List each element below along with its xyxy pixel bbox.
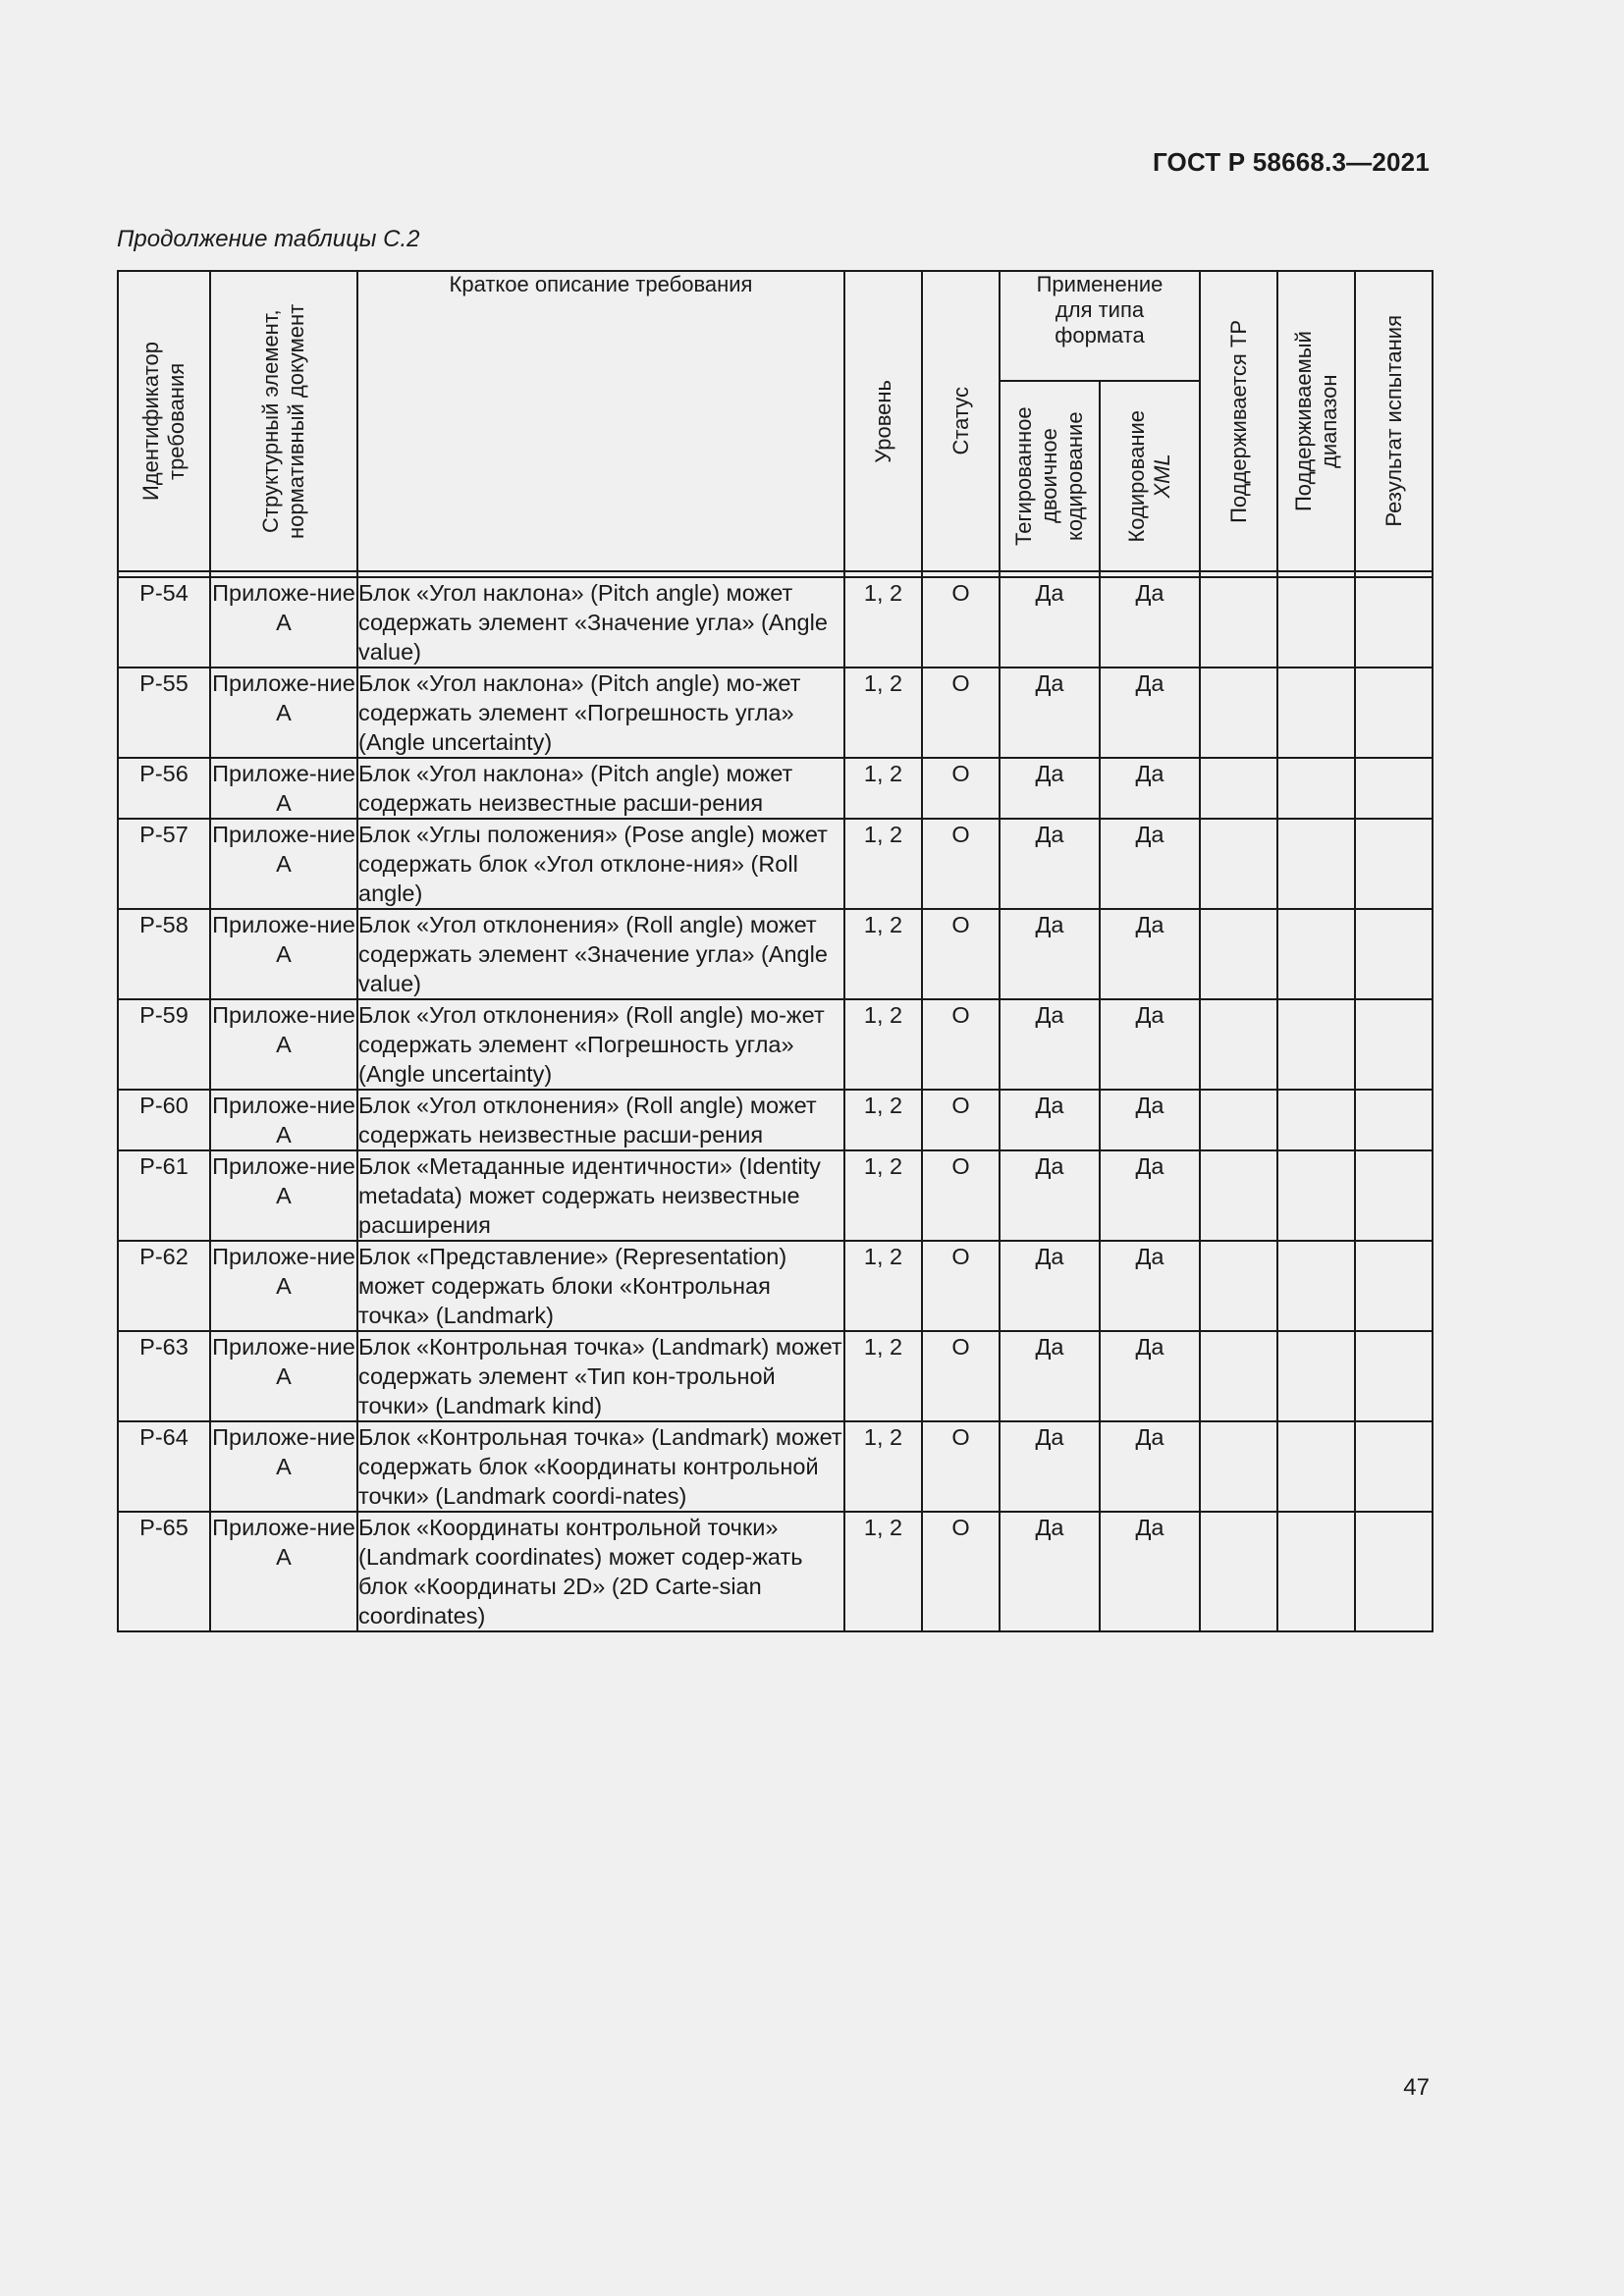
row-result [1355, 1241, 1433, 1331]
row-id: P-64 [118, 1421, 210, 1512]
row-result [1355, 1512, 1433, 1631]
row-range [1277, 819, 1355, 909]
row-level: 1, 2 [844, 909, 922, 999]
row-status: O [922, 819, 1000, 909]
row-range [1277, 667, 1355, 758]
row-level: 1, 2 [844, 999, 922, 1090]
table-header [118, 271, 1433, 577]
row-id: P-57 [118, 819, 210, 909]
row-xml: Да [1100, 1090, 1200, 1150]
row-description: Блок «Контрольная точка» (Landmark) может содержать блок «Координаты контрольной точки» (Landmark coordi-nates) [357, 1421, 844, 1512]
xml-label: XML [1150, 454, 1174, 499]
table-caption: Продолжение таблицы С.2 [117, 226, 420, 252]
row-result [1355, 999, 1433, 1090]
row-supported [1200, 758, 1277, 819]
row-status: O [922, 1090, 1000, 1150]
row-level: 1, 2 [844, 819, 922, 909]
row-structural-element: Приложе-ние А [210, 1090, 357, 1150]
row-result [1355, 1090, 1433, 1150]
table-row [118, 909, 1433, 999]
row-structural-element: Приложе-ние А [210, 1512, 357, 1631]
table-row [118, 1421, 1433, 1512]
row-description: Блок «Представление» (Representation) может содержать блоки «Контрольная точка» (Landmark) [357, 1241, 844, 1331]
row-supported [1200, 1421, 1277, 1512]
row-supported [1200, 819, 1277, 909]
row-tagged-binary: Да [1000, 819, 1100, 909]
row-level: 1, 2 [844, 1331, 922, 1421]
row-range [1277, 1150, 1355, 1241]
header-result: Результат испытания [1355, 271, 1433, 571]
table-row [118, 1512, 1433, 1631]
table-row [118, 577, 1433, 667]
row-level: 1, 2 [844, 577, 922, 667]
row-id: P-55 [118, 667, 210, 758]
header-structural-element: Структурный элемент, нормативный документ [210, 271, 357, 571]
row-supported [1200, 1331, 1277, 1421]
row-level: 1, 2 [844, 1241, 922, 1331]
row-supported [1200, 999, 1277, 1090]
row-level: 1, 2 [844, 1421, 922, 1512]
row-description: Блок «Углы положения» (Pose angle) может содержать блок «Угол отклоне-ния» (Roll angle) [357, 819, 844, 909]
row-structural-element: Приложе-ние А [210, 758, 357, 819]
row-tagged-binary: Да [1000, 1421, 1100, 1512]
row-tagged-binary: Да [1000, 758, 1100, 819]
row-id: P-58 [118, 909, 210, 999]
row-structural-element: Приложе-ние А [210, 1150, 357, 1241]
row-range [1277, 999, 1355, 1090]
header-status: Статус [922, 271, 1000, 571]
row-xml: Да [1100, 1150, 1200, 1241]
table-row [118, 1331, 1433, 1421]
row-id: P-54 [118, 577, 210, 667]
row-structural-element: Приложе-ние А [210, 667, 357, 758]
row-id: P-56 [118, 758, 210, 819]
row-level: 1, 2 [844, 758, 922, 819]
row-range [1277, 758, 1355, 819]
table-row [118, 999, 1433, 1090]
row-status: O [922, 999, 1000, 1090]
row-range [1277, 1090, 1355, 1150]
row-status: O [922, 1241, 1000, 1331]
row-result [1355, 1150, 1433, 1241]
row-tagged-binary: Да [1000, 909, 1100, 999]
table-row [118, 1150, 1433, 1241]
row-status: O [922, 577, 1000, 667]
row-status: O [922, 1421, 1000, 1512]
row-result [1355, 819, 1433, 909]
row-structural-element: Приложе-ние А [210, 1331, 357, 1421]
row-status: O [922, 1512, 1000, 1631]
row-structural-element: Приложе-ние А [210, 1241, 357, 1331]
header-supported: Поддерживается ТР [1200, 271, 1277, 571]
row-xml: Да [1100, 577, 1200, 667]
row-description: Блок «Угол наклона» (Pitch angle) может содержать элемент «Значение угла» (Angle value) [357, 577, 844, 667]
row-supported [1200, 1241, 1277, 1331]
row-description: Блок «Угол отклонения» (Roll angle) может содержать неизвестные расши-рения [357, 1090, 844, 1150]
row-xml: Да [1100, 758, 1200, 819]
row-range [1277, 1512, 1355, 1631]
row-range [1277, 909, 1355, 999]
row-description: Блок «Угол наклона» (Pitch angle) может содержать неизвестные расши-рения [357, 758, 844, 819]
row-result [1355, 667, 1433, 758]
row-status: O [922, 1150, 1000, 1241]
row-status: O [922, 758, 1000, 819]
row-description: Блок «Метаданные идентичности» (Identity metadata) может содержать неизвестные расширения [357, 1150, 844, 1241]
row-level: 1, 2 [844, 1512, 922, 1631]
row-level: 1, 2 [844, 1090, 922, 1150]
row-xml: Да [1100, 1421, 1200, 1512]
row-level: 1, 2 [844, 667, 922, 758]
header-level: Уровень [844, 271, 922, 571]
row-result [1355, 1421, 1433, 1512]
table-body [118, 577, 1433, 1631]
table-row [118, 1241, 1433, 1331]
row-range [1277, 577, 1355, 667]
row-structural-element: Приложе-ние А [210, 819, 357, 909]
row-id: P-61 [118, 1150, 210, 1241]
requirements-table [117, 270, 1434, 1632]
table-row [118, 1090, 1433, 1150]
header-tagged-binary: Тегированное двоичное кодирование [1000, 381, 1100, 571]
row-description: Блок «Угол отклонения» (Roll angle) может содержать элемент «Значение угла» (Angle value) [357, 909, 844, 999]
table-row [118, 758, 1433, 819]
row-xml: Да [1100, 999, 1200, 1090]
header-format-group: Применение для типа формата [1000, 271, 1200, 381]
row-result [1355, 1331, 1433, 1421]
row-tagged-binary: Да [1000, 1090, 1100, 1150]
row-id: P-65 [118, 1512, 210, 1631]
row-tagged-binary: Да [1000, 1150, 1100, 1241]
row-status: O [922, 667, 1000, 758]
row-range [1277, 1421, 1355, 1512]
document-standard-number: ГОСТ Р 58668.3—2021 [1152, 147, 1430, 177]
row-supported [1200, 667, 1277, 758]
header-description: Краткое описание требования [357, 271, 844, 571]
row-level: 1, 2 [844, 1150, 922, 1241]
row-id: P-62 [118, 1241, 210, 1331]
row-structural-element: Приложе-ние А [210, 909, 357, 999]
page-number: 47 [1403, 2074, 1430, 2101]
row-xml: Да [1100, 909, 1200, 999]
row-description: Блок «Угол отклонения» (Roll angle) мо-жет содержать элемент «Погрешность угла» (Angle uncertainty) [357, 999, 844, 1090]
row-structural-element: Приложе-ние А [210, 1421, 357, 1512]
row-result [1355, 909, 1433, 999]
row-status: O [922, 1331, 1000, 1421]
row-id: P-60 [118, 1090, 210, 1150]
row-description: Блок «Контрольная точка» (Landmark) может содержать элемент «Тип кон-трольной точки» (Landmark kind) [357, 1331, 844, 1421]
row-tagged-binary: Да [1000, 999, 1100, 1090]
row-xml: Да [1100, 1241, 1200, 1331]
row-description: Блок «Угол наклона» (Pitch angle) мо-жет содержать элемент «Погрешность угла» (Angle uncertainty) [357, 667, 844, 758]
header-id: Идентификатор требования [118, 271, 210, 571]
row-tagged-binary: Да [1000, 1331, 1100, 1421]
table-row [118, 819, 1433, 909]
row-status: O [922, 909, 1000, 999]
row-structural-element: Приложе-ние А [210, 999, 357, 1090]
row-range [1277, 1241, 1355, 1331]
row-result [1355, 758, 1433, 819]
row-xml: Да [1100, 667, 1200, 758]
row-description: Блок «Координаты контрольной точки» (Landmark coordinates) может содер-жать блок «Координаты 2D» (2D Carte-sian coordinates) [357, 1512, 844, 1631]
row-tagged-binary: Да [1000, 1241, 1100, 1331]
row-supported [1200, 1512, 1277, 1631]
row-id: P-59 [118, 999, 210, 1090]
row-supported [1200, 1150, 1277, 1241]
row-id: P-63 [118, 1331, 210, 1421]
row-result [1355, 577, 1433, 667]
row-supported [1200, 577, 1277, 667]
row-tagged-binary: Да [1000, 667, 1100, 758]
row-xml: Да [1100, 1331, 1200, 1421]
row-structural-element: Приложе-ние А [210, 577, 357, 667]
row-range [1277, 1331, 1355, 1421]
row-xml: Да [1100, 1512, 1200, 1631]
header-xml-encoding: Кодирование XML [1100, 381, 1200, 571]
row-xml: Да [1100, 819, 1200, 909]
row-tagged-binary: Да [1000, 1512, 1100, 1631]
row-tagged-binary: Да [1000, 577, 1100, 667]
table-row [118, 667, 1433, 758]
row-supported [1200, 1090, 1277, 1150]
header-range: Поддерживаемый диапазон [1277, 271, 1355, 571]
row-supported [1200, 909, 1277, 999]
